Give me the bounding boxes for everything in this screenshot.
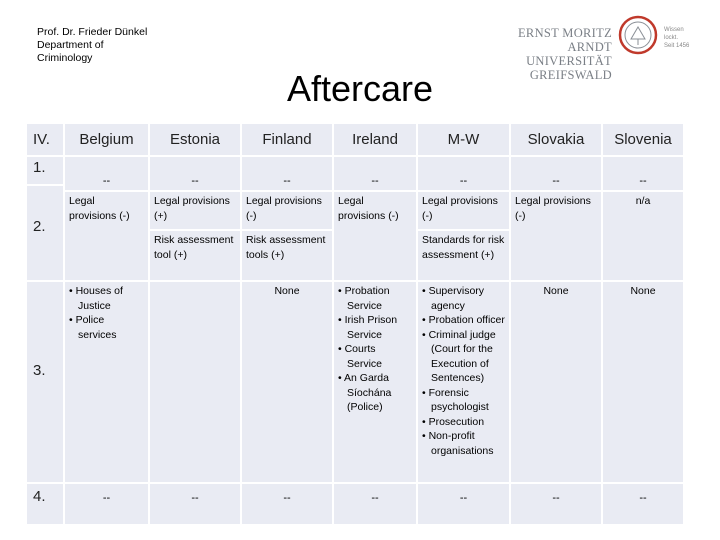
author-name: Prof. Dr. Frieder Dünkel xyxy=(37,26,148,38)
list-item: • Forensic psychologist xyxy=(422,386,505,415)
logo-motto-2: lockt. xyxy=(664,35,679,41)
cell-value: -- xyxy=(459,492,468,504)
list-item: • Courts Service xyxy=(338,342,412,371)
page-title: Aftercare xyxy=(286,68,434,109)
col-header-label: Slovenia xyxy=(614,131,672,148)
cell-value: Legal provisions (-) xyxy=(246,195,322,222)
cell-value: -- xyxy=(191,175,199,187)
row-number-cell xyxy=(27,282,63,482)
cell-estonia-4 xyxy=(150,484,240,524)
cell-value: -- xyxy=(283,175,291,187)
cell-slovakia-2 xyxy=(511,192,601,280)
cell-mw-2a xyxy=(418,192,509,229)
cell-belgium-2 xyxy=(65,192,148,280)
col-header-slovakia xyxy=(511,124,601,155)
cell-finland-4 xyxy=(242,484,332,524)
bullet-list xyxy=(69,284,144,342)
cell-value: Risk assessment tool (+) xyxy=(154,234,234,261)
cell-mw-2b xyxy=(418,231,509,280)
cell-value: -- xyxy=(283,492,291,504)
row-number-cell xyxy=(27,484,63,524)
cell-value: -- xyxy=(459,175,468,187)
logo-line1: ERNST MORITZ ARNDT xyxy=(518,26,612,54)
cell-estonia-2b xyxy=(150,231,240,280)
cell-value: n/a xyxy=(635,195,651,207)
list-item: • Non-profit organisations xyxy=(422,429,505,458)
cell-value: -- xyxy=(102,175,111,187)
list-item: • Supervisory agency xyxy=(422,284,505,313)
cell-slovakia-3 xyxy=(511,282,601,482)
cell-value: None xyxy=(274,285,300,297)
logo-motto-1: Wissen xyxy=(664,27,684,33)
cell-ireland-3 xyxy=(334,282,416,482)
list-item: • Prosecution xyxy=(422,415,505,430)
cell-value: Legal provisions (-) xyxy=(515,195,591,222)
cell-value: -- xyxy=(639,175,647,187)
row-number-1: 1. xyxy=(33,159,46,176)
cell-belgium-4 xyxy=(65,484,148,524)
cell-value: -- xyxy=(552,492,560,504)
cell-slovakia-1 xyxy=(511,157,601,190)
bullet-list xyxy=(422,284,505,458)
list-item: • Probation officer xyxy=(422,313,505,328)
cell-ireland-1 xyxy=(334,157,416,190)
cell-finland-3 xyxy=(242,282,332,482)
cell-value: Legal provisions (-) xyxy=(422,195,498,222)
row-number-cell xyxy=(27,186,63,280)
list-item: • Criminal judge (Court for the Execution of Sentences) xyxy=(422,328,505,386)
col-header-belgium xyxy=(65,124,148,155)
cell-slovenia-3 xyxy=(603,282,683,482)
cell-mw-1 xyxy=(418,157,509,190)
cell-belgium-3 xyxy=(65,282,148,482)
cell-value: -- xyxy=(371,492,379,504)
cell-ireland-4 xyxy=(334,484,416,524)
cell-value: Risk assessment tools (+) xyxy=(246,234,326,261)
corner-cell xyxy=(27,124,63,155)
cell-mw-4 xyxy=(418,484,509,524)
row-number-2: 2. xyxy=(33,218,46,235)
author-department: Department of xyxy=(37,39,104,51)
cell-estonia-2a xyxy=(150,192,240,229)
cell-value: Legal provisions (-) xyxy=(338,195,399,222)
cell-estonia-1 xyxy=(150,157,240,190)
col-header-slovenia xyxy=(603,124,683,155)
col-header-label: Finland xyxy=(262,131,312,148)
col-header-label: Belgium xyxy=(79,131,134,148)
row-number-cell xyxy=(27,157,63,184)
col-header-label: Ireland xyxy=(352,131,398,148)
cell-finland-2b xyxy=(242,231,332,280)
cell-slovenia-4 xyxy=(603,484,683,524)
bullet-list xyxy=(338,284,412,415)
list-item: • Houses of Justice xyxy=(69,284,144,313)
cell-ireland-2 xyxy=(334,192,416,280)
cell-value: -- xyxy=(639,492,647,504)
logo-line2: UNIVERSITÄT GREIFSWALD xyxy=(526,54,612,82)
col-header-ireland xyxy=(334,124,416,155)
cell-value: -- xyxy=(371,175,379,187)
cell-estonia-3 xyxy=(150,282,240,482)
cell-value: Standards for risk assessment (+) xyxy=(422,234,505,261)
col-header-finland xyxy=(242,124,332,155)
cell-slovenia-1 xyxy=(603,157,683,190)
cell-mw-3 xyxy=(418,282,509,482)
cell-value: None xyxy=(630,285,656,297)
list-item: • Irish Prison Service xyxy=(338,313,412,342)
author-department-name: Criminology xyxy=(37,52,93,64)
cell-finland-1 xyxy=(242,157,332,190)
cell-slovenia-2 xyxy=(603,192,683,280)
col-header-label: M-W xyxy=(447,131,480,148)
col-header-label: Slovakia xyxy=(527,131,585,148)
cell-slovakia-4 xyxy=(511,484,601,524)
cell-value: -- xyxy=(191,492,199,504)
cell-belgium-1 xyxy=(65,157,148,190)
row-number-4: 4. xyxy=(33,488,46,505)
list-item: • Police services xyxy=(69,313,144,342)
cell-value: None xyxy=(543,285,569,297)
list-item: • Probation Service xyxy=(338,284,412,313)
row-number-3: 3. xyxy=(33,362,46,379)
col-header-mw xyxy=(418,124,509,155)
cell-value: -- xyxy=(552,175,560,187)
col-header-estonia xyxy=(150,124,240,155)
cell-finland-2a xyxy=(242,192,332,229)
cell-value: -- xyxy=(102,492,111,504)
cell-value: Legal provisions (+) xyxy=(154,195,230,222)
cell-value: Legal provisions (-) xyxy=(69,195,130,222)
logo-motto-3: Seit 1456 xyxy=(664,43,690,49)
corner-label: IV. xyxy=(33,131,50,148)
col-header-label: Estonia xyxy=(169,131,221,148)
list-item: • An Garda Síochána (Police) xyxy=(338,371,412,415)
